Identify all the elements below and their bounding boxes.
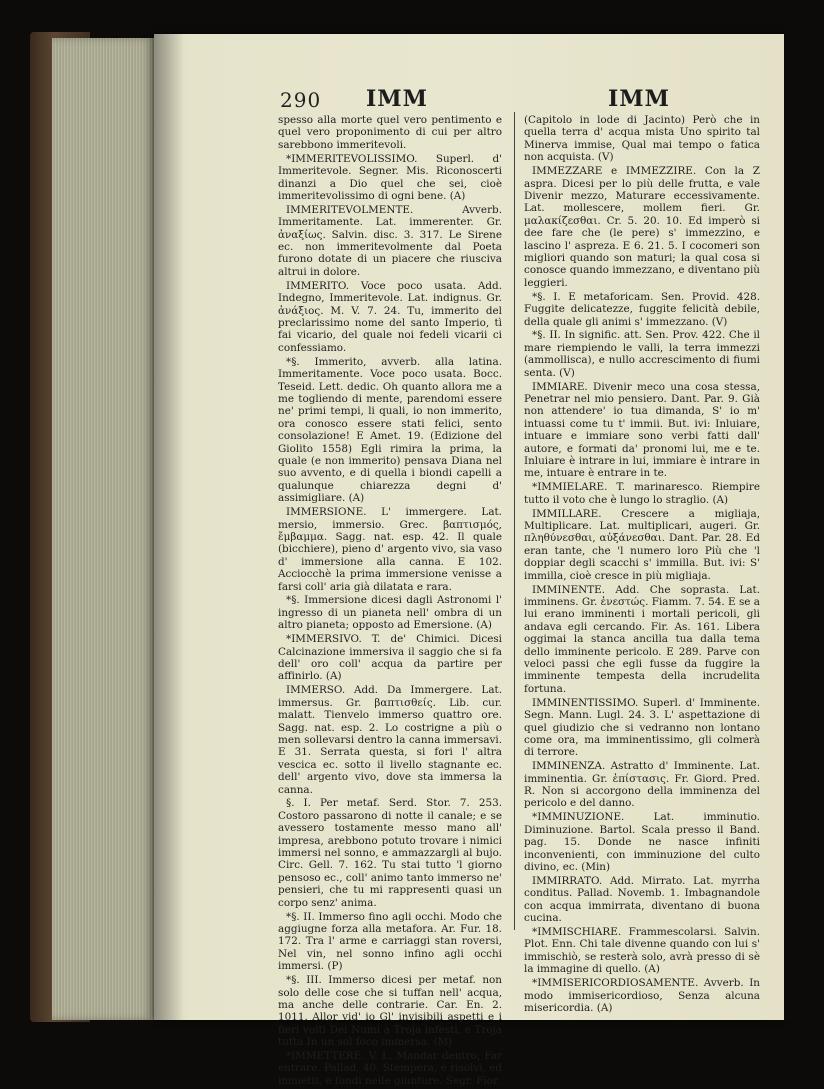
dictionary-entry: *§. Immerito, avverb. alla latina. Immeritamente. Voce poco usata. Bocc. Teseid. Lett. dedic. Oh quanto allora me a me togliendo di mente, parendomi essere ne' primi tempi, li quali, io non immerito, ora conosco essere stati felici, sento consolazione! E Amet. 19. (Edizione del Giolito 1558) Egli rimira la prima, la quale (e non immerito) pensava Diana nel suo avvento, e di quella i biondi capelli a qualunque chiarezza degni d' assimigliare. (A)	[278, 355, 502, 505]
dictionary-entry: IMMERSO. Add. Da Immergere. Lat. immersus. Gr. βαπτισθείς. Lib. cur. malatt. Tienvelo immerso quattro ore. Sagg. nat. esp. 2. Lo costrigne a più o men sollevarsi dentro la canna immersavi. E 31. Serrata questa, si fori l' altra vescica ec. sotto il livello stagnante ec. dell' argento vivo, dove sta immersa la canna.	[278, 684, 502, 796]
dictionary-entry: *IMMINUZIONE. Lat. imminutio. Diminuzione. Bartol. Scala presso il Band. pag. 15. Donde ne nasce infiniti inconvenienti, con imminuzione del culto divino, ec. (Min)	[524, 811, 760, 873]
dictionary-entry: IMMERITO. Voce poco usata. Add. Indegno, Immeritevole. Lat. indignus. Gr. ἀνάξιος. M. V. 7. 24. Tu, immerito del preclarissimo nome del santo Imperio, tì fai vicario, del quale noi fedeli vicarii ci confessiamo.	[278, 279, 502, 354]
dictionary-entry: IMMERSIONE. L' immergere. Lat. mersio, immersio. Grec. βαπτισμός, ἔμβαμμα. Sagg. nat. esp. 42. Il quale (bicchiere), pieno d' argento vivo, sia vaso d' immersione alla canna. E 102. Acciocchè la prima immersione venisse a farsi coll' aria già dilatata e rara.	[278, 506, 502, 593]
page-number: 290	[280, 88, 322, 112]
dictionary-entry: IMMINENTE. Add. Che soprasta. Lat. imminens. Gr. ἐνεστώς. Fiamm. 7. 54. E se a lui erano imminenti i mortali pericoli, gli andava egli cercando. Fir. As. 161. Libera oggimai la stanca ancilla tua dalla tema dello imminente pericolo. E 289. Parve con veloci passi che egli fusse da fuggire la imminente tempesta della incrudelita fortuna.	[524, 583, 760, 695]
dictionary-entry: IMMERITEVOLMENTE. Avverb. Immeritamente. Lat. immerenter. Gr. ἀναξίως. Salvin. disc. 3. 317. Le Sirene ec. non immeritevolmente dal Poeta furono dotate di un piacere che riusciva altrui in dolore.	[278, 203, 502, 278]
dictionary-entry: §. I. Per metaf. Serd. Stor. 7. 253. Costoro passarono di notte il canale; e se avessero tostamente messo mano all' impresa, arebbono potuto trovare i nimici immersi nel sonno, e ammazzargli al bujo. Circ. Gell. 7. 162. Tu stai tutto 'l giorno pensoso ec., coll' animo tanto immerso ne' pensieri, che tu mi rappresenti quasi un corpo senz' anima.	[278, 797, 502, 909]
dictionary-entry: *§. II. Immerso fino agli occhi. Modo che aggiugne forza alla metafora. Ar. Fur. 18. 172. Tra l' arme e carriaggi stan roversi, Nel vin, nel sonno infino agli occhi immersi. (P)	[278, 910, 502, 973]
left-column	[278, 114, 502, 1089]
dictionary-entry: IMMILLARE. Crescere a migliaja, Multiplicare. Lat. multiplicari, augeri. Gr. πληθύνεσθαι, αὐξάνεσθαι. Dant. Par. 28. Ed eran tante, che 'l numero loro Più che 'l doppiar degli scacchi s' immilla. But. ivi: S' immilla, cioè cresce in più migliaja.	[524, 507, 760, 582]
dictionary-entry: IMMINENTISSIMO. Superl. d' Imminente. Segn. Mann. Lugl. 24. 3. L' aspettazione di quel giudizio che si vedranno non lontano come ora, ma imminentissimo, gli colmerà di terrore.	[524, 696, 760, 759]
running-head-right: IMM	[608, 86, 670, 112]
dictionary-entry: *IMMISCHIARE. Frammescolarsi. Salvin. Plot. Enn. Chi tale divenne quando con lui s' immischiò, se resterà solo, avrà presso di sè la immagine di quello. (A)	[524, 926, 760, 976]
running-head-left: IMM	[366, 86, 428, 112]
dictionary-entry: *IMMERITEVOLISSIMO. Superl. d' Immeritevole. Segner. Mis. Riconoscerti dinanzi a Dio quel che sei, cioè immeritevolissimo di ogni bene. (A)	[278, 152, 502, 202]
page-gutter-shadow	[154, 34, 184, 1020]
page-edges	[52, 38, 154, 1020]
dictionary-entry: IMMINENZA. Astratto d' Imminente. Lat. imminentia. Gr. ἐπίστασις. Fr. Giord. Pred. R. Non si accorgono della imminenza del pericolo e del danno.	[524, 760, 760, 810]
dictionary-entry: *IMMERSIVO. T. de' Chimici. Dicesi Calcinazione immersiva il saggio che si fa dell' oro coll' acqua da partire per affinirlo. (A)	[278, 633, 502, 683]
dictionary-entry: *§. II. In signific. att. Sen. Prov. 422. Che il mare riempiendo le valli, la terra immezzi (ammollisca), e nullo accrescimento di fiumi senta. (V)	[524, 329, 760, 379]
dictionary-entry: *IMMETTERE. V. L. Mandar dentro, Far entrare. Pallad. 40. Stempera, e risolvi, ed immetti, e fondi nelle giunture. Segr. Fior.	[278, 1050, 502, 1087]
right-column	[524, 114, 760, 1016]
background-right	[784, 34, 824, 1020]
dictionary-entry: IMMIRRATO. Add. Mirrato. Lat. myrrha conditus. Pallad. Novemb. 1. Imbagnandole con acqua immirrata, diventano di buona cucina.	[524, 874, 760, 925]
dictionary-entry: (Capitolo in lode di Jacinto) Però che in quella terra d' acqua mista Uno spirito tal Minerva immise, Qual mai tempo o fatica non acquista. (V)	[524, 114, 760, 164]
dictionary-entry: *§. I. E metaforicam. Sen. Provid. 428. Fuggite delicatezze, fuggite felicità debile, della quale gli animi s' immezzano. (V)	[524, 290, 760, 328]
dictionary-entry: IMMIARE. Divenir meco una cosa stessa, Penetrar nel mio pensiero. Dant. Par. 9. Già non attendere' io tua dimanda, S' io m' intuassi come tu t' immii. But. ivi: Inluiare, intuare e immiare sono verbi fatti dall' autore, e formati da' pronomi lui, me e te. Inluiare è intrare in lui, immiare è intrare in me, intuare è entrare in te.	[524, 380, 760, 480]
dictionary-entry: *IMMISERICORDIOSAMENTE. Avverb. In modo immisericordioso, Senza alcuna misericordia. (A)	[524, 977, 760, 1014]
dictionary-entry: spesso alla morte quel vero pentimento e quel vero proponimento di cui per altro sarebbono immeritevoli.	[278, 114, 502, 151]
dictionary-entry: *IMMIELARE. T. marinaresco. Riempire tutto il voto che è lungo lo straglio. (A)	[524, 481, 760, 506]
dictionary-entry: *§. III. Immerso dicesi per metaf. non solo delle cose che si tuffan nell' acqua, ma anche delle contrarie. Car. En. 2. 1011. Allor vid' io Gl' invisibili aspetti e i fieri volti Dei Numi a Troja infesti, e Troja tutta In un sol foco immersa. (M)	[278, 974, 502, 1049]
column-divider	[514, 112, 515, 930]
dictionary-entry: *§. Immersione dicesi dagli Astronomi l' ingresso di un pianeta nell' ombra di un altro pianeta; opposto ad Emersione. (A)	[278, 594, 502, 632]
dictionary-entry: IMMEZZARE e IMMEZZIRE. Con la Z aspra. Dicesi per lo più delle frutta, e vale Divenir mezzo, Maturare eccessivamente. Lat. mollescere, mollem fieri. Gr. μαλακίζεσθαι. Cr. 5. 20. 10. Ed imperò si dee fare che (le pere) s' immezzino, e lascino l' aspreza. E 6. 21. 5. I cocomeri son migliori quando son maturi; la qual cosa si conosce quando immezzano, e diventano più leggieri.	[524, 165, 760, 289]
